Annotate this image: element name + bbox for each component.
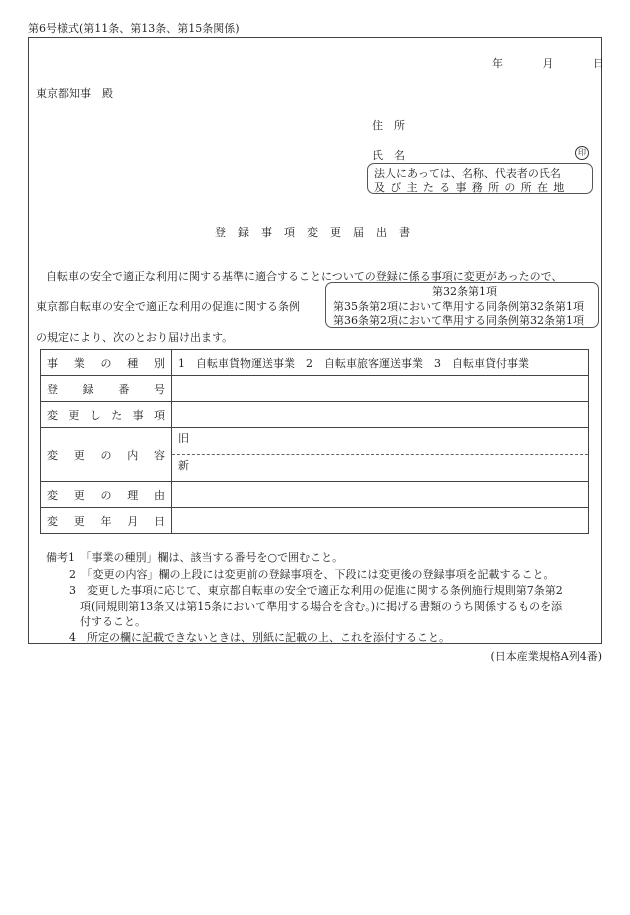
paper-size-footer: (日本産業規格A列4番) [490, 650, 602, 663]
label-change-reason: 変更の理由 [41, 482, 172, 508]
label-changed-item: 変更した事項 [41, 402, 172, 428]
table-row [41, 402, 589, 428]
note-3b: 項(同規則第13条又は第15条において準用する場合を含む。)に掲げる書類のうち関係するものを添 [80, 600, 563, 613]
table-row [41, 428, 589, 482]
date-line [492, 55, 604, 71]
document-title: 登録事項変更届出書 [215, 226, 422, 239]
label-registration-number: 登録番号 [41, 376, 172, 402]
addressee: 東京都知事 殿 [36, 87, 113, 100]
value-business-type[interactable]: 1 自転車貨物運送事業 2 自転車旅客運送事業 3 自転車貸付事業 [172, 350, 589, 376]
name-label: 氏 名 [372, 149, 405, 162]
body-line1: 自転車の安全で適正な利用に関する基準に適合することについての登録に係る事項に変更があったので、 [46, 270, 563, 283]
value-change-content [172, 428, 589, 482]
value-change-date[interactable] [172, 508, 589, 534]
old-label: 旧 [178, 432, 189, 445]
corp-note-line1: 法人にあっては、名称、代表者の氏名 [374, 167, 561, 180]
clause-3: 第36条第2項において準用する同条例第32条第1項 [333, 314, 584, 327]
date-day: 日 [593, 57, 604, 70]
label-business-type: 事業の種別 [41, 350, 172, 376]
table-row [41, 482, 589, 508]
note-1: 備考1 「事業の種別」欄は、該当する番号を○で囲むこと。 [46, 551, 344, 564]
note-2: 2 「変更の内容」欄の上段には変更前の登録事項を、下段には変更後の登録事項を記載すること。 [69, 568, 555, 581]
new-label: 新 [178, 459, 189, 472]
value-registration-number[interactable] [172, 376, 589, 402]
body-line2-prefix: 東京都自転車の安全で適正な利用の促進に関する条例 [36, 300, 300, 313]
label-change-date: 変更年月日 [41, 508, 172, 534]
body-line3: の規定により、次のとおり届け出ます。 [36, 331, 234, 344]
clause-1: 第32条第1項 [432, 285, 497, 298]
note-3c: 付すること。 [80, 615, 146, 628]
form-id: 第6号様式(第11条、第13条、第15条関係) [28, 22, 240, 35]
date-year: 年 [492, 57, 503, 70]
seal-icon: 印 [575, 146, 589, 160]
corp-note-line2: 及び主たる事務所の所在地 [374, 181, 570, 194]
label-change-content: 変更の内容 [41, 428, 172, 482]
note-4: 4 所定の欄に記載できないときは、別紙に記載の上、これを添付すること。 [69, 631, 450, 644]
table-row [41, 508, 589, 534]
address-label: 住 所 [372, 119, 405, 132]
value-change-reason[interactable] [172, 482, 589, 508]
old-content-field[interactable] [172, 428, 588, 454]
new-content-field[interactable] [172, 454, 588, 481]
form-table [40, 349, 589, 534]
date-month: 月 [542, 57, 554, 70]
clause-2: 第35条第2項において準用する同条例第32条第1項 [333, 300, 584, 313]
table-row [41, 376, 589, 402]
value-changed-item[interactable] [172, 402, 589, 428]
table-row [41, 350, 589, 376]
note-3a: 3 変更した事項に応じて、東京都自転車の安全で適正な利用の促進に関する条例施行規則第7条第2 [69, 584, 563, 597]
